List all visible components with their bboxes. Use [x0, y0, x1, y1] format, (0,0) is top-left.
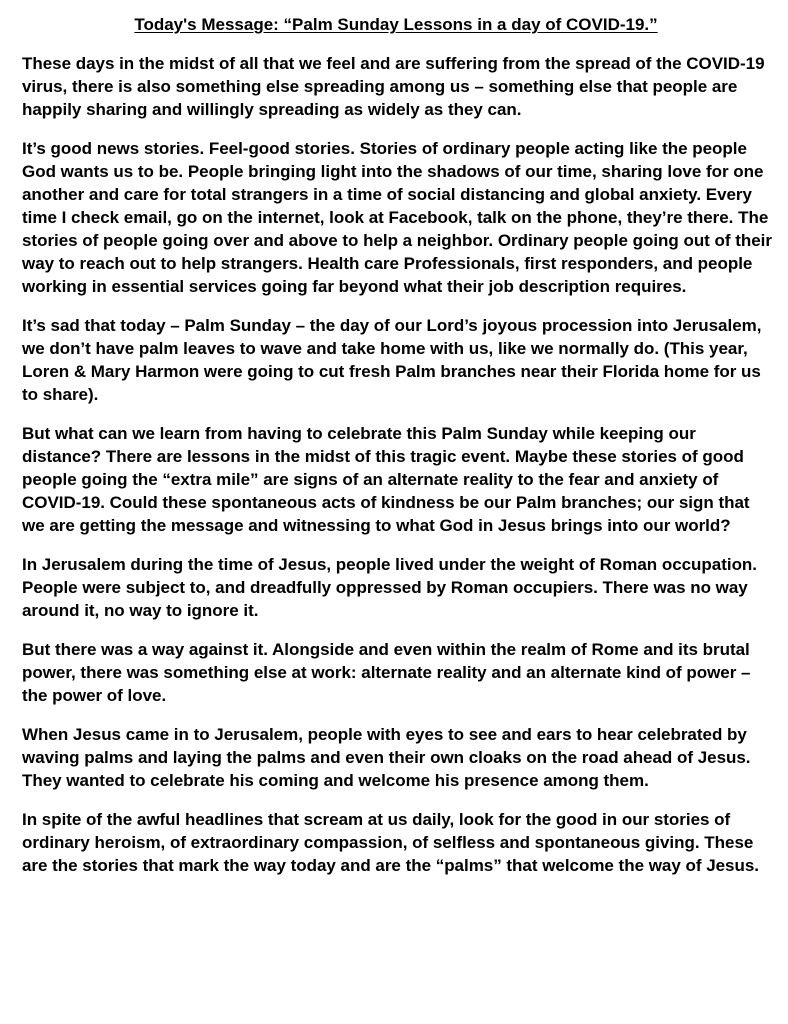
paragraph-2: It’s good news stories. Feel-good stories. Stories of ordinary people acting like the people God wants us to be. People bringing light into the shadows of our time, sharing love for one another and care for total strangers in a time of social distancing and global anxiety. Every time I check email, go on the internet, look at Facebook, talk on the phone, they’re there. The stories of people going over and above to help a neighbor. Ordinary people going out of their way to reach out to help strangers. Health care Professionals, first responders, and people working in essential services going far beyond what their job description requires. — [22, 139, 772, 296]
paragraph-1: These days in the midst of all that we feel and are suffering from the spread of the COVID-19 virus, there is also something else spreading among us – something else that people are happily sharing and willingly spreading as widely as they can. — [22, 54, 765, 119]
paragraph-7: When Jesus came in to Jerusalem, people with eyes to see and ears to hear celebrated by waving palms and laying the palms and even their own cloaks on the road ahead of Jesus. They wanted to celebrate his coming and welcome his presence among them. — [22, 725, 751, 790]
paragraph-8: In spite of the awful headlines that scream at us daily, look for the good in our stories of ordinary heroism, of extraordinary compassion, of selfless and spontaneous giving. These are the stories that mark the way today and are the “palms” that welcome the way of Jesus. — [22, 810, 759, 875]
paragraph-5: In Jerusalem during the time of Jesus, people lived under the weight of Roman occupation. People were subject to, and dreadfully oppressed by Roman occupiers. There was no way around it, no way to ignore it. — [22, 555, 757, 620]
document-title: Today's Message: “Palm Sunday Lessons in a day of COVID-19.” — [134, 15, 658, 34]
document-body — [22, 52, 776, 877]
paragraph-6: But there was a way against it. Alongside and even within the realm of Rome and its brutal power, there was something else at work: alternate reality and an alternate kind of power – the power of love. — [22, 640, 751, 705]
paragraph-3: It’s sad that today – Palm Sunday – the day of our Lord’s joyous procession into Jerusalem, we don’t have palm leaves to wave and take home with us, like we normally do. (This year, Loren & Mary Harmon were going to cut fresh Palm branches near their Florida home for us to share). — [22, 316, 762, 404]
paragraph-4: But what can we learn from having to celebrate this Palm Sunday while keeping our distance? There are lessons in the midst of this tragic event. Maybe these stories of good people going the “extra mile” are signs of an alternate reality to the fear and anxiety of COVID-19. Could these spontaneous acts of kindness be our Palm branches; our sign that we are getting the message and witnessing to what God in Jesus brings into our world? — [22, 424, 750, 535]
